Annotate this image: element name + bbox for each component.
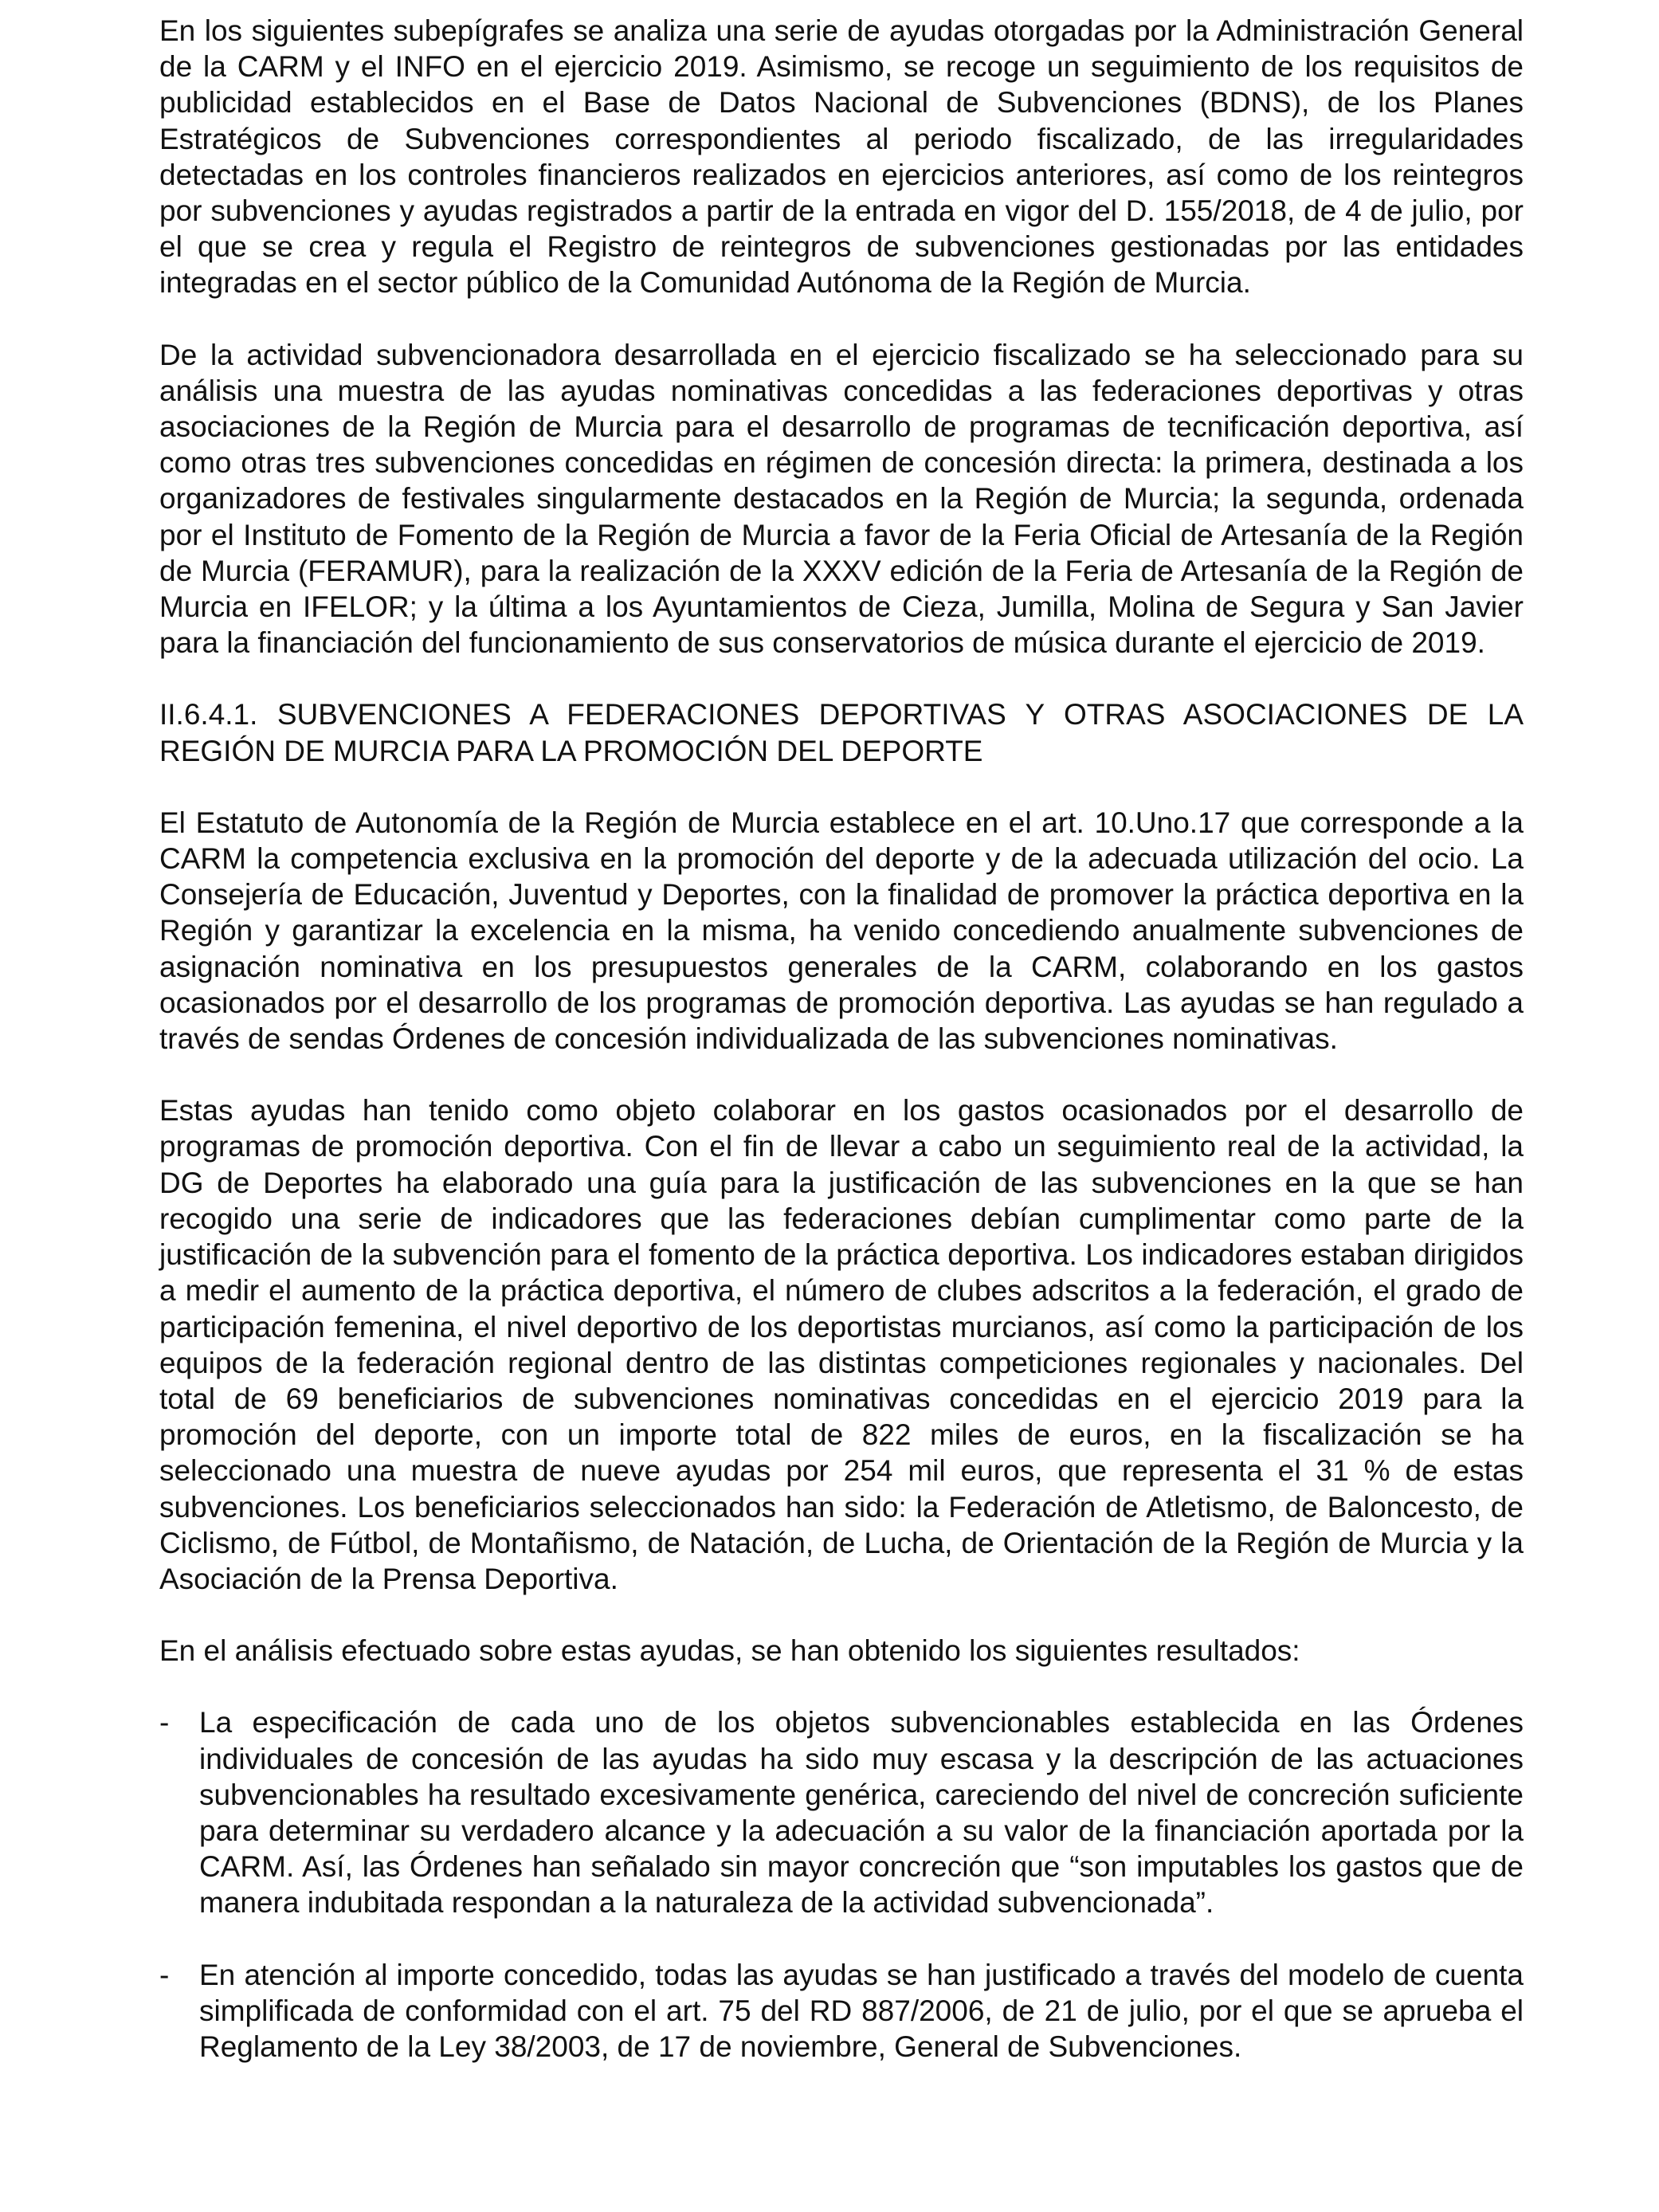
list-item [159, 1704, 1524, 1920]
list-item [159, 1957, 1524, 2065]
section-heading: II.6.4.1. SUBVENCIONES A FEDERACIONES DEPORTIVAS Y OTRAS ASOCIACIONES DE LA REGIÓN DE MURCIA PARA LA PROMOCIÓN DEL DEPORTE [159, 698, 1524, 767]
bullet-marker: - [159, 1706, 170, 1739]
statute-paragraph: El Estatuto de Autonomía de la Región de Murcia establece en el art. 10.Uno.17 que corresponde a la CARM la competencia exclusiva en la promoción del deporte y de la adecuada utilización del ocio. La Consejería de Educación, Juventud y Deportes, con la finalidad de promover la práctica deportiva en la Región y garantizar la excelencia en la misma, ha venido concediendo anualmente subvenciones de asignación nominativa en los presupuestos generales de la CARM, colaborando en los gastos ocasionados por el desarrollo de los programas de promoción deportiva. Las ayudas se han regulado a través de sendas Órdenes de concesión individualizada de las subvenciones nominativas. [159, 806, 1524, 1056]
aid-objectives-paragraph: Estas ayudas han tenido como objeto colaborar en los gastos ocasionados por el desarrollo de programas de promoción deportiva. Con el fin de llevar a cabo un seguimiento real de la actividad, la DG de Deportes ha elaborado una guía para la justificación de las subvenciones en la que se han recogido una serie de indicadores que las federaciones debían cumplimentar como parte de la justificación de la subvención para el fomento de la práctica deportiva. Los indicadores estaban dirigidos a medir el aumento de la práctica deportiva, el número de clubes adscritos a la federación, el grado de participación femenina, el nivel deportivo de los deportistas murcianos, así como la participación de los equipos de la federación regional dentro de las distintas competiciones regionales y nacionales. Del total de 69 beneficiarios de subvenciones nominativas concedidas en el ejercicio 2019 para la promoción del deporte, con un importe total de 822 miles de euros, en la fiscalización se ha seleccionado una muestra de nueve ayudas por 254 mil euros, que representa el 31 % de estas subvenciones. Los beneficiarios seleccionados han sido: la Federación de Atletismo, de Baloncesto, de Ciclismo, de Fútbol, de Montañismo, de Natación, de Lucha, de Orientación de la Región de Murcia y la Asociación de la Prensa Deportiva. [159, 1094, 1524, 1595]
bullet-text: En atención al importe concedido, todas las ayudas se han justificado a través del modelo de cuenta simplificada de conformidad con el art. 75 del RD 887/2006, de 21 de julio, por el que se aprueba el Reglamento de la Ley 38/2003, de 17 de noviembre, General de Subvenciones. [199, 1958, 1524, 2063]
intro-paragraph: En los siguientes subepígrafes se analiza una serie de ayudas otorgadas por la Administración General de la CARM y el INFO en el ejercicio 2019. Asimismo, se recoge un seguimiento de los requisitos de publicidad establecidos en el Base de Datos Nacional de Subvenciones (BDNS), de los Planes Estratégicos de Subvenciones correspondientes al periodo fiscalizado, de las irregularidades detectadas en los controles financieros realizados en ejercicios anteriores, así como de los reintegros por subvenciones y ayudas registrados a partir de la entrada en vigor del D. 155/2018, de 4 de julio, por el que se crea y regula el Registro de reintegros de subvenciones gestionadas por las entidades integradas en el sector público de la Comunidad Autónoma de la Región de Murcia. [159, 14, 1524, 300]
sample-selection-paragraph: De la actividad subvencionadora desarrollada en el ejercicio fiscalizado se ha seleccionado para su análisis una muestra de las ayudas nominativas concedidas a las federaciones deportivas y otras asociaciones de la Región de Murcia para el desarrollo de programas de tecnificación deportiva, así como otras tres subvenciones concedidas en régimen de concesión directa: la primera, destinada a los organizadores de festivales singularmente destacados en la Región de Murcia; la segunda, ordenada por el Instituto de Fomento de la Región de Murcia a favor de la Feria Oficial de Artesanía de la Región de Murcia (FERAMUR), para la realización de la XXXV edición de la Feria de Artesanía de la Región de Murcia en IFELOR; y la última a los Ayuntamientos de Cieza, Jumilla, Molina de Segura y San Javier para la financiación del funcionamiento de sus conservatorios de música durante el ejercicio de 2019. [159, 338, 1524, 660]
bullet-marker: - [159, 1958, 170, 1991]
bullet-text: La especificación de cada uno de los objetos subvencionables establecida en las Órdenes individuales de concesión de las ayudas ha sido muy escasa y la descripción de las actuaciones subvencionables ha resultado excesivamente genérica, careciendo del nivel de concreción suficiente para determinar su verdadero alcance y la adecuación a su valor de la financiación aportada por la CARM. Así, las Órdenes han señalado sin mayor concreción que “son imputables los gastos que de manera indubitada respondan a la naturaleza de la actividad subvencionada”. [199, 1706, 1524, 1920]
document-page [159, 13, 1524, 2100]
results-intro-paragraph: En el análisis efectuado sobre estas ayudas, se han obtenido los siguientes resultados: [159, 1634, 1300, 1668]
